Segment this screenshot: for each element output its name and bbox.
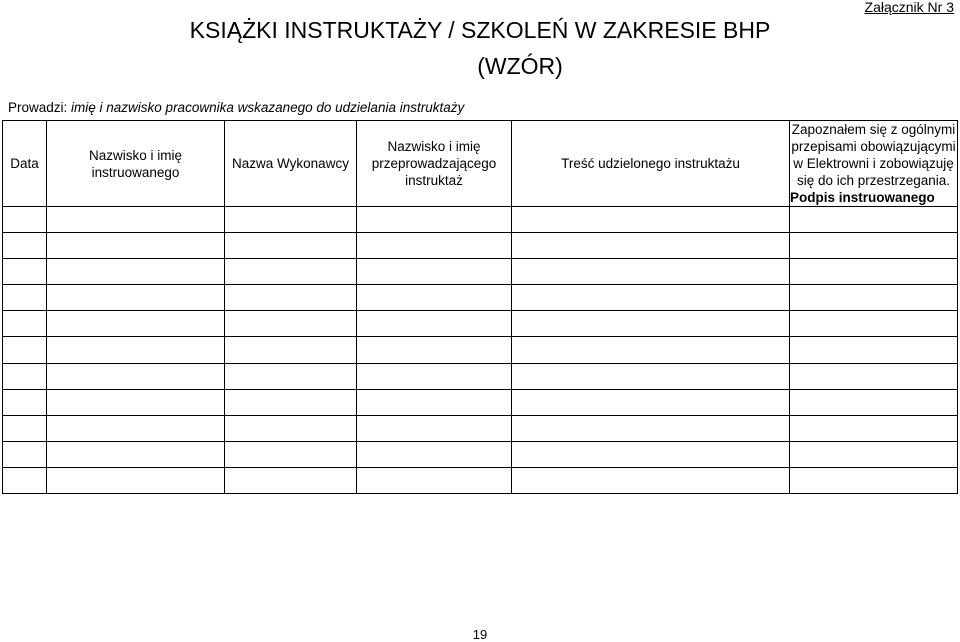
table-cell[interactable] [512,259,790,285]
table-cell[interactable] [790,233,958,259]
page-number: 19 [472,627,488,642]
table-cell[interactable] [3,363,47,389]
table-cell[interactable] [512,441,790,467]
table-cell[interactable] [512,363,790,389]
table-row [3,207,958,233]
table-cell[interactable] [225,311,357,337]
table-cell[interactable] [225,467,357,493]
table-cell[interactable] [47,311,225,337]
table-cell[interactable] [512,415,790,441]
table-cell[interactable] [47,207,225,233]
table-row [3,441,958,467]
table-row [3,415,958,441]
table-cell[interactable] [357,259,512,285]
header-trainee-name: Nazwisko i imię instruowanego [47,121,225,207]
table-cell[interactable] [790,285,958,311]
table-cell[interactable] [790,441,958,467]
table-cell[interactable] [225,441,357,467]
table-cell[interactable] [512,467,790,493]
table-row [3,259,958,285]
table-cell[interactable] [357,467,512,493]
document-title: KSIĄŻKI INSTRUKTAŻY / SZKOLEŃ W ZAKRESIE BHP [189,17,771,43]
table-cell[interactable] [3,259,47,285]
table-cell[interactable] [3,285,47,311]
table-cell[interactable] [3,233,47,259]
header-instructor-name: Nazwisko i imię przeprowadzającego instruktaż [357,121,512,207]
table-cell[interactable] [790,467,958,493]
table-row [3,363,958,389]
table-cell[interactable] [790,415,958,441]
table-cell[interactable] [357,441,512,467]
table-cell[interactable] [790,337,958,363]
table-cell[interactable] [225,389,357,415]
table-row [3,233,958,259]
table-cell[interactable] [790,389,958,415]
header-acknowledgement [790,121,958,207]
lead-prefix: Prowadzi: [8,100,72,115]
header-date: Data [3,121,47,207]
table-cell[interactable] [357,207,512,233]
table-cell[interactable] [47,415,225,441]
table-cell[interactable] [790,311,958,337]
table-cell[interactable] [3,467,47,493]
table-cell[interactable] [512,389,790,415]
lead-instruction: imię i nazwisko pracownika wskazanego do udzielania instruktaży [71,100,465,115]
table-cell[interactable] [47,441,225,467]
instruction-log-table [2,120,958,494]
table-cell[interactable] [47,467,225,493]
annex-label: Załącznik Nr 3 [864,0,954,15]
table-body [3,207,958,494]
table-row [3,467,958,493]
table-cell[interactable] [225,337,357,363]
table-cell[interactable] [3,415,47,441]
table-cell[interactable] [512,207,790,233]
table-cell[interactable] [512,233,790,259]
table-cell[interactable] [3,441,47,467]
table-cell[interactable] [512,311,790,337]
table-cell[interactable] [3,207,47,233]
table-row [3,389,958,415]
trainee-signature-label: Podpis instruowanego [790,190,935,205]
table-row [3,285,958,311]
table-cell[interactable] [357,337,512,363]
table-header-row [3,121,958,207]
table-cell[interactable] [3,311,47,337]
table-cell[interactable] [225,363,357,389]
header-contractor-name: Nazwa Wykonawcy [225,121,357,207]
table-cell[interactable] [225,415,357,441]
table-cell[interactable] [47,233,225,259]
table-cell[interactable] [47,259,225,285]
header-instruction-content: Treść udzielonego instruktażu [512,121,790,207]
table-cell[interactable] [225,233,357,259]
table-row [3,311,958,337]
table-cell[interactable] [357,389,512,415]
table-cell[interactable] [47,389,225,415]
table-cell[interactable] [790,207,958,233]
table-cell[interactable] [357,363,512,389]
table-cell[interactable] [512,337,790,363]
table-cell[interactable] [3,337,47,363]
acknowledgement-text: Zapoznałem się z ogólnymi przepisami obowiązującymi w Elektrowni i zobowiązuję się do ich przestrzegania. [791,122,956,188]
table-cell[interactable] [47,337,225,363]
table-row [3,337,958,363]
table-cell[interactable] [357,415,512,441]
table-cell[interactable] [512,285,790,311]
table-cell[interactable] [790,363,958,389]
table-cell[interactable] [357,233,512,259]
table-cell[interactable] [790,259,958,285]
table-cell[interactable] [225,207,357,233]
table-cell[interactable] [357,285,512,311]
table-cell[interactable] [225,259,357,285]
document-subtitle: (WZÓR) [477,53,563,79]
table-cell[interactable] [3,389,47,415]
table-cell[interactable] [357,311,512,337]
lead-line [8,100,464,116]
table-cell[interactable] [47,285,225,311]
table-cell[interactable] [225,285,357,311]
table-cell[interactable] [47,363,225,389]
